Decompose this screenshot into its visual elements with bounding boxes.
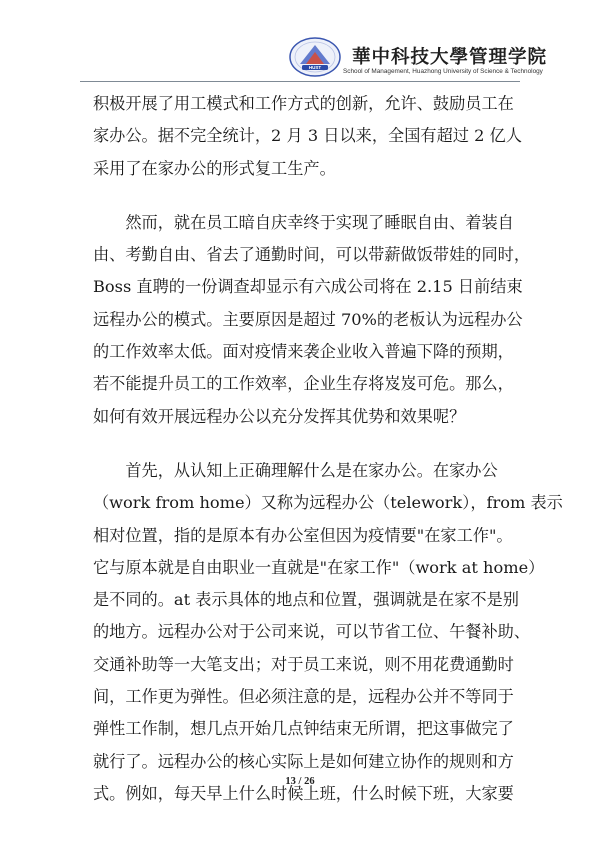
- paragraph-3-line: 的地方。远程办公对于公司来说，可以节省工位、午餐补助、: [93, 622, 531, 642]
- paragraph-2-line: 然而，就在员工暗自庆幸终于实现了睡眠自由、着装自: [93, 212, 514, 232]
- paragraph-3-line: 式。例如，每天早上什么时候上班，什么时候下班，大家要: [93, 783, 514, 803]
- paragraph-3-line: 相对位置，指的是原本有办公室但因为疫情要"在家工作"。: [93, 525, 513, 545]
- paragraph-3-line: 间，工作更为弹性。但必须注意的是，远程办公并不等同于: [93, 687, 514, 707]
- paragraph-2-line: 由、考勤自由、省去了通勤时间，可以带薪做饭带娃的同时，: [93, 245, 531, 265]
- paragraph-3-line: 交通补助等一大笔支出；对于员工来说，则不用花费通勤时: [93, 654, 514, 674]
- paragraph-3-line: 就行了。远程办公的核心实际上是如何建立协作的规则和方: [93, 751, 514, 771]
- university-logo-icon: [288, 36, 342, 78]
- page-header: [0, 0, 600, 86]
- paragraph-3-line: （work from home）又称为远程办公（telework），from 表示: [93, 493, 563, 513]
- paragraph-3-line: 是不同的。at 表示具体的地点和位置，强调就是在家不是别: [93, 590, 519, 610]
- paragraph-3-line: 弹性工作制，想几点开始几点钟结束无所谓，把这事做完了: [93, 719, 514, 739]
- paragraph-1-line: 家办公。据不完全统计，2 月 3 日以来，全国有超过 2 亿人: [93, 126, 522, 146]
- page-number: 13 / 26: [285, 776, 315, 787]
- paragraph-3-line: 首先，从认知上正确理解什么是在家办公。在家办公: [93, 460, 498, 480]
- paragraph-1-line: 采用了在家办公的形式复工生产。: [93, 158, 336, 178]
- document-body: [93, 88, 563, 810]
- logo-text: HUST: [308, 65, 322, 70]
- school-name-english: School of Management, Huazhong University of Science & Technology: [343, 68, 543, 75]
- paragraph-2-line: 若不能提升员工的工作效率，企业生存将岌岌可危。那么，: [93, 374, 514, 394]
- paragraph-2-line: 的工作效率太低。面对疫情来袭企业收入普遍下降的预期，: [93, 342, 514, 362]
- paragraph-2-line: 远程办公的模式。主要原因是超过 70%的老板认为远程办公: [93, 309, 523, 329]
- paragraph-3-line: 它与原本就是自由职业一直就是"在家工作"（work at home）: [93, 557, 545, 577]
- paragraph-2-line: Boss 直聘的一份调查却显示有六成公司将在 2.15 日前结束: [93, 277, 523, 297]
- school-name-chinese: 華中科技大學管理学院: [352, 47, 548, 68]
- header-divider: [80, 81, 520, 82]
- paragraph-1-line: 积极开展了用工模式和工作方式的创新，允许、鼓励员工在: [93, 94, 514, 113]
- paragraph-2-line: 如何有效开展远程办公以充分发挥其优势和效果呢？: [93, 406, 466, 426]
